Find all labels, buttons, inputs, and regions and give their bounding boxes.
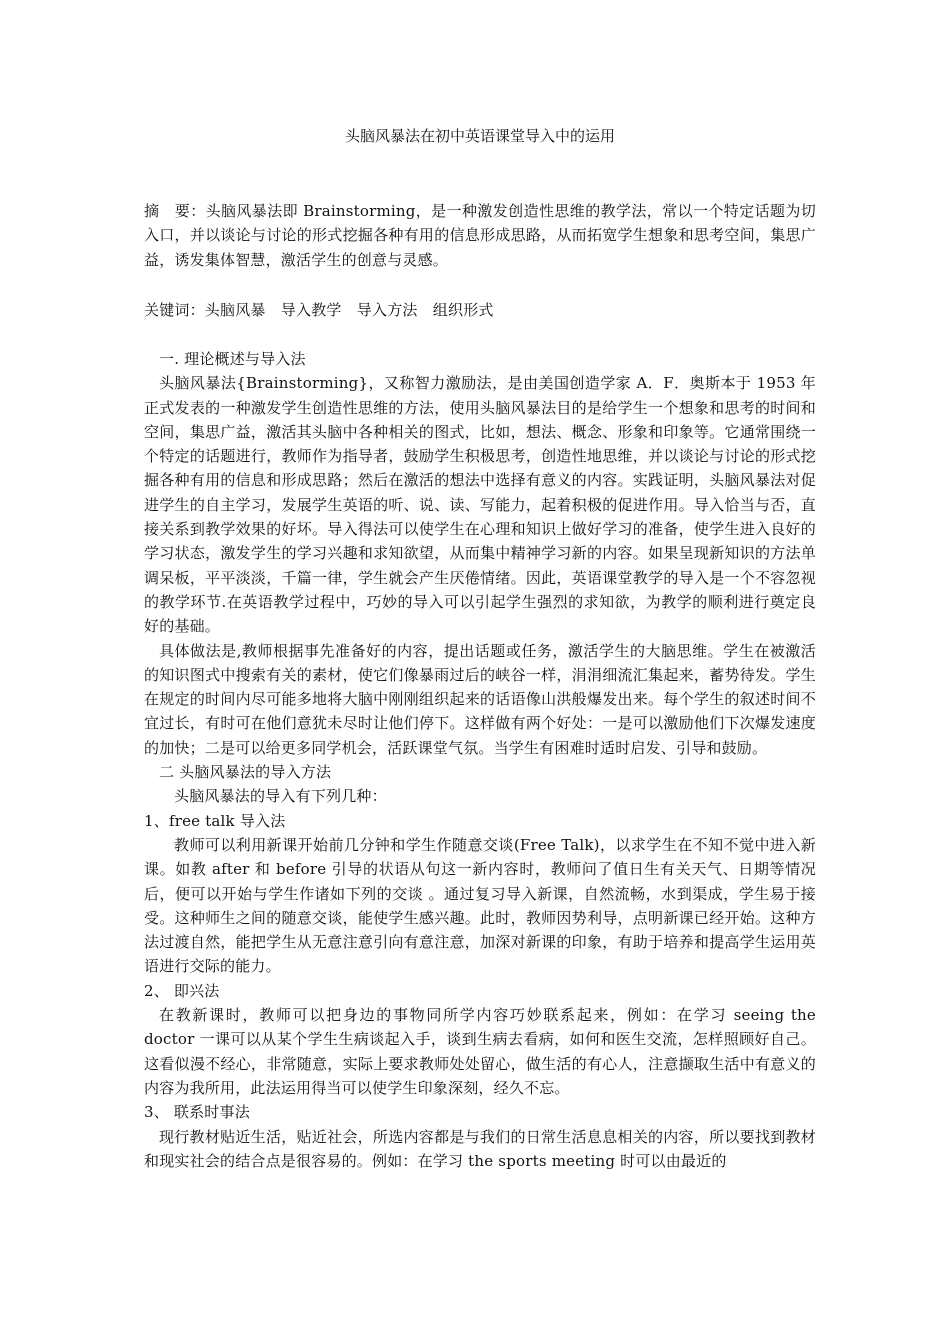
method-1-paragraph: 教师可以利用新课开始前几分钟和学生作随意交谈(Free Talk)，以求学生在不知不觉中进入新课。如教 after 和 before 引导的状语从句这一新内容时，教师问了值日生有关天气、日期等情况后，便可以开始与学生作诸如下列的交谈 。通过复习导入新课，自然流畅，水到渠成，学生易于接受。这种师生之间的随意交谈，能使学生感兴趣。此时，教师因势利导，点明新课已经开始。这种方法过渡自然，能把学生从无意注意引向有意注意，加深对新课的印象，有助于培养和提高学生运用英语进行交际的能力。 xyxy=(144,835,816,976)
keywords-paragraph: 关键词：头脑风暴 导入教学 导入方法 组织形式 xyxy=(144,301,494,319)
abstract-block xyxy=(144,199,816,272)
method-3-heading: 3、 联系时事法 xyxy=(144,1103,250,1122)
section-2-intro: 头脑风暴法的导入有下列几种： xyxy=(174,787,387,806)
keywords-block xyxy=(144,298,816,322)
method-1-heading: 1、free talk 导入法 xyxy=(144,811,286,830)
method-2-paragraph: 在教新课时，教师可以把身边的事物同所学内容巧妙联系起来，例如：在学习 seeing the doctor 一课可以从某个学生生病谈起入手，谈到生病去看病，如何和医生交流，怎样照顾好自己。这看似漫不经心，非常随意，实际上要求教师处处留心，做生活的有心人，注意撷取生活中有意义的内容为我所用，此法运用得当可以使学生印象深刻，经久不忘。 xyxy=(144,1006,816,1097)
main-content xyxy=(144,347,816,1173)
section-1-heading: 一. 理论概述与导入法 xyxy=(159,350,306,368)
section-1-paragraph-1: 头脑风暴法{Brainstorming}，又称智力激励法，是由美国创造学家 A．F．奥斯本于 1953 年正式发表的一种激发学生创造性思维的方法，使用头脑风暴法目的是给学生一个想象和思考的时间和空间，集思广益，激活其头脑中各种相关的图式，比如，想法、概念、形象和印象等。它通常围绕一个特定的话题进行，教师作为指导者，鼓励学生积极思考，创造性地思维，并以谈论与讨论的形式挖掘各种有用的信息和形成思路；然后在激活的想法中选择有意义的内容。实践证明，头脑风暴法对促进学生的自主学习，发展学生英语的听、说、读、写能力，起着积极的促进作用。导入恰当与否，直接关系到教学效果的好坏。导入得法可以使学生在心理和知识上做好学习的准备，使学生进入良好的学习状态，激发学生的学习兴趣和求知欲望，从而集中精神学习新的内容。如果呈现新知识的方法单调呆板，平平淡淡，千篇一律，学生就会产生厌倦情绪。因此，英语课堂教学的导入是一个不容忽视的教学环节.在英语教学过程中，巧妙的导入可以引起学生强烈的求知欲，为教学的顺利进行奠定良好的基础。 xyxy=(144,374,816,636)
method-3-paragraph: 现行教材贴近生活，贴近社会，所选内容都是与我们的日常生活息息相关的内容，所以要找到教材和现实社会的结合点是很容易的。例如：在学习 the sports meeting 时可以由最近的 xyxy=(144,1127,816,1170)
abstract-paragraph: 摘 要：头脑风暴法即 Brainstorming，是一种激发创造性思维的教学法，常以一个特定话题为切入口，并以谈论与讨论的形式挖掘各种有用的信息形成思路，从而拓宽学生想象和思考空间，集思广益，诱发集体智慧，激活学生的创意与灵感。 xyxy=(144,202,816,269)
section-1-paragraph-2: 具体做法是,教师根据事先准备好的内容，提出话题或任务，激活学生的大脑思维。学生在被激活的知识图式中搜索有关的素材，使它们像暴雨过后的峡谷一样，涓涓细流汇集起来，蓄势待发。学生在规定的时间内尽可能多地将大脑中刚刚组织起来的话语像山洪般爆发出来。每个学生的叙述时间不宜过长，有时可在他们意犹未尽时让他们停下。这样做有两个好处：一是可以激励他们下次爆发速度的加快；二是可以给更多同学机会，活跃课堂气氛。当学生有困难时适时启发、引导和鼓励。 xyxy=(144,641,816,757)
document-title: 头脑风暴法在初中英语课堂导入中的运用 xyxy=(344,127,615,145)
method-2-heading: 2、 即兴法 xyxy=(144,981,220,1000)
section-2-heading: 二 头脑风暴法的导入方法 xyxy=(159,763,332,782)
